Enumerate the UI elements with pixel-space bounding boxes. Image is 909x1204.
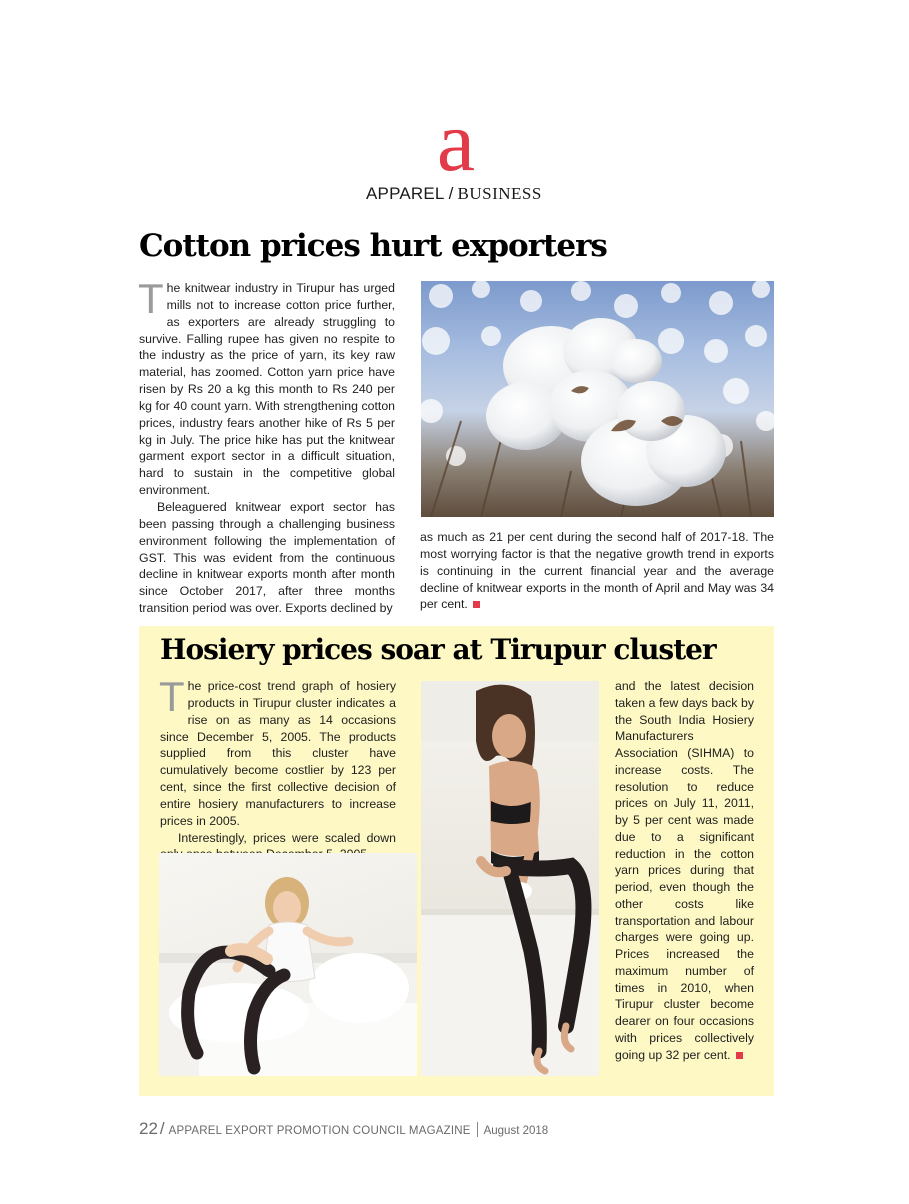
article2-para1-text: he price-cost trend graph of hosiery products in Tirupur cluster indicates a rise on as many as 14 occasions since December 5, 2005. The products supplied from this cluster have cumulatively become costlier by 123 per cent, since the first collective decision of entire hosiery manufacturers to increase prices in 2005.	[160, 679, 396, 828]
section-secondary: BUSINESS	[457, 184, 542, 203]
article1-drop-cap: T	[138, 275, 164, 322]
article2-para2: Interestingly, prices were scaled down	[178, 830, 396, 845]
section-separator: /	[448, 184, 454, 203]
magazine-name: APPAREL EXPORT PROMOTION COUNCIL MAGAZINE	[168, 1125, 471, 1137]
footer-slash: /	[159, 1119, 165, 1138]
logo-letter: a	[436, 108, 476, 178]
end-mark-icon	[736, 1052, 743, 1059]
article2-drop-cap: T	[159, 673, 185, 720]
article1-column1	[138, 275, 395, 617]
article2-col2-para	[615, 678, 754, 1063]
article1-column2	[420, 529, 774, 613]
article2-para1	[159, 673, 396, 830]
article1-para2: Beleaguered knitwear export sector has been passing through a challenging business environment following the implementation of GST. This was evident from the continuous decline in knitwear exports month after month since October 2017, after three months transition period was over. Exports declined by	[139, 499, 395, 616]
article2-column2	[615, 678, 754, 1063]
article1-headline: Cotton prices hurt exporters	[139, 228, 607, 264]
section-label	[366, 184, 542, 204]
article1-col2-para	[420, 529, 774, 613]
article1-col2-text: as much as 21 per cent during the second half of 2017-18. The most worrying factor is that the negative growth trend in exports is continuing in the current financial year and the average decline of knitwear exports in the month of April and May was 34 per cent.	[420, 530, 774, 612]
apparel-logo	[424, 108, 488, 178]
article2-column1	[159, 673, 396, 863]
page-number: 22	[139, 1119, 158, 1138]
article2-col2-text: and the latest decision taken a few days back by the South India Hosiery Manufacturers Association (SIHMA) to increase costs. The resolution to reduce prices on July 11, 2011, by 5 per cent was made due to a significant reduction in the cotton yarn prices during that period, even though the other costs like transportation and labour charges were going up. Prices increased the maximum number of times in 2010, when Tirupur cluster become dearer on four occasions with prices collectively going up 32 per cent.	[615, 679, 754, 1062]
issue-date: August 2018	[483, 1125, 549, 1137]
footer-divider	[477, 1122, 478, 1137]
hosiery-model-photo-sofa	[159, 853, 417, 1076]
article1-para1-text: he knitwear industry in Tirupur has urged mills not to increase cotton price further, as exporters are already struggling to survive. Falling rupee has given no respite to the industry as the price of yarn, its key raw material, has zoomed. Cotton yarn price have risen by Rs 20 a kg this month to Rs 240 per kg for 40 count yarn. With strengthening cotton prices, industry fears another hike of Rs 5 per kg in July. The price hike has put the knitwear garment export sector in a difficult situation, hard to sustain in the competitive global environment.	[139, 281, 395, 498]
cotton-photo	[421, 281, 774, 517]
article1-para1	[138, 275, 395, 499]
section-primary: APPAREL	[366, 184, 445, 203]
end-mark-icon	[473, 601, 480, 608]
article2-headline: Hosiery prices soar at Tirupur cluster	[160, 633, 716, 666]
page-footer	[139, 1119, 548, 1139]
hosiery-model-photo-bench	[421, 681, 599, 1076]
